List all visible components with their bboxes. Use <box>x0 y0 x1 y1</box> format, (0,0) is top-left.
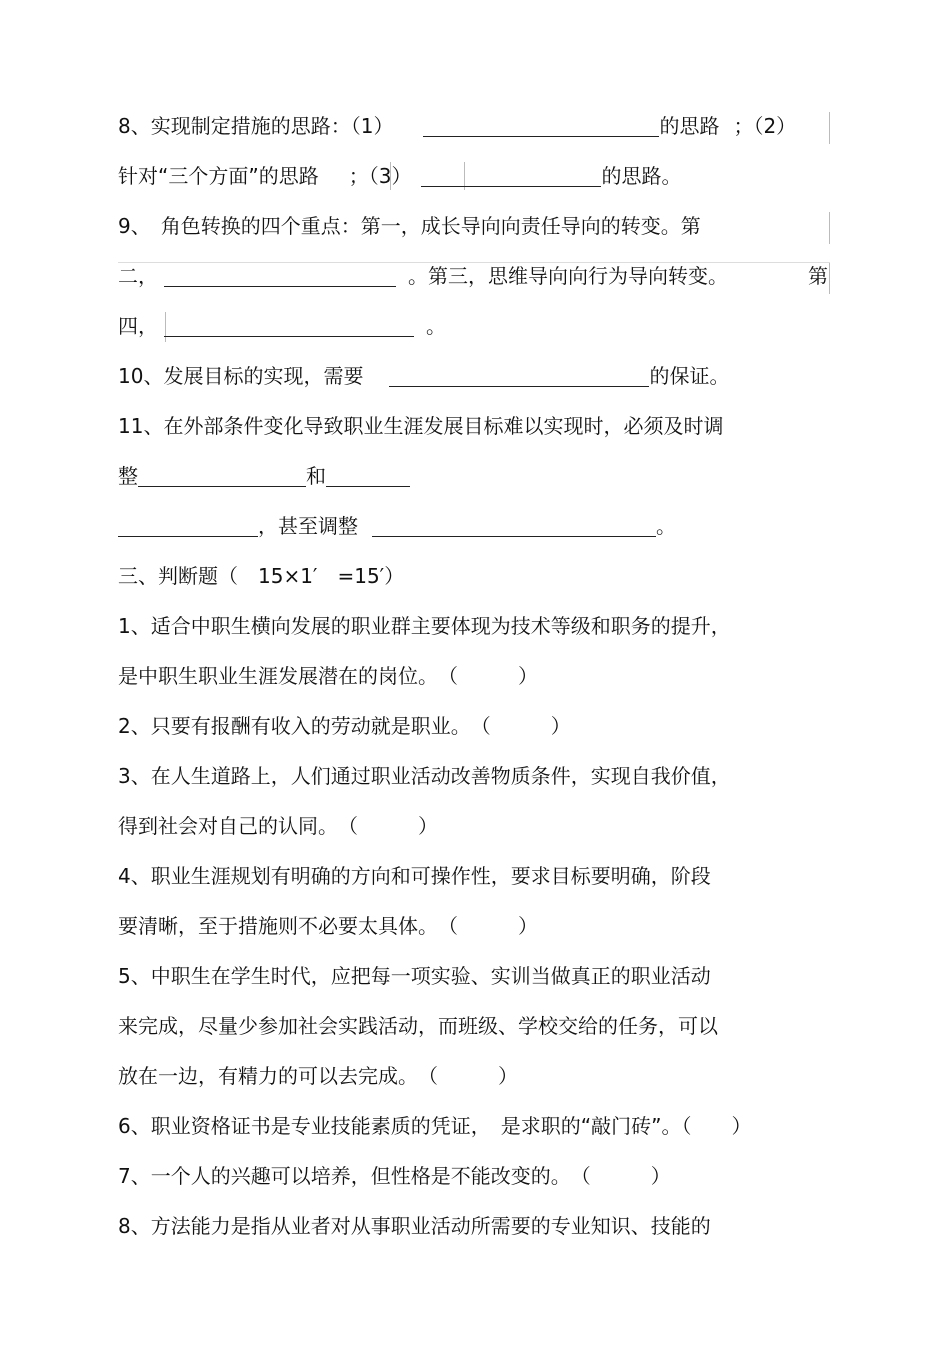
tf-q3-line2: 得到社会对自己的认同。 （ ） <box>118 814 438 838</box>
tf-q6: 6、职业资格证书是专业技能素质的凭证， 是求职的“敲门砖”。（ ） <box>118 1114 752 1138</box>
q8-text-d: 针对“三个方面”的思路 <box>118 164 319 188</box>
q9-line2-end <box>808 263 828 289</box>
q9-line1 <box>118 213 701 239</box>
q11-line3 <box>118 513 676 539</box>
answer-blank[interactable] <box>372 514 656 537</box>
tf-q5-line3: 放在一边，有精力的可以去完成。 （ ） <box>118 1064 518 1088</box>
q8-text-b: 的思路 <box>659 114 720 138</box>
q11-text-b: 整 <box>118 464 138 488</box>
tf-q2: 2、只要有报酬有收入的劳动就是职业。 （ ） <box>118 714 571 738</box>
q8-line2 <box>118 163 681 189</box>
section-heading: 三、判断题（ 15×1′ =15′） <box>118 564 405 588</box>
tf-q4-line2: 要清晰，至于措施则不必要太具体。 （ ） <box>118 914 538 938</box>
q11-line1 <box>118 413 723 439</box>
q9-text-f: 。 <box>426 314 446 338</box>
q9-line3 <box>118 313 446 339</box>
answer-blank[interactable] <box>423 114 659 137</box>
q9-text-d: 第 <box>808 264 828 288</box>
q10-text-b: 的保证。 <box>649 364 730 388</box>
answer-blank[interactable] <box>164 264 396 287</box>
answer-blank[interactable] <box>389 364 649 387</box>
q11-text-a: 11、在外部条件变化导致职业生涯发展目标难以实现时，必须及时调 <box>118 414 724 438</box>
q9-line2 <box>118 263 728 289</box>
tf-q4-line1: 4、职业生涯规划有明确的方向和可操作性，要求目标要明确，阶段 <box>118 864 711 888</box>
q8-text-f: 的思路。 <box>601 164 682 188</box>
answer-blank[interactable] <box>326 464 410 487</box>
q9-text-e: 四， <box>118 314 158 338</box>
q8-text-a: 8、实现制定措施的思路：（1） <box>118 114 394 138</box>
scan-artifact-vline <box>829 212 830 244</box>
tf-q7: 7、一个人的兴趣可以培养，但性格是不能改变的。 （ ） <box>118 1164 671 1188</box>
q8-line1 <box>118 113 796 139</box>
tf-q8: 8、方法能力是指从业者对从事职业活动所需要的专业知识、技能的 <box>118 1214 711 1238</box>
q11-text-c: 和 <box>306 464 326 488</box>
q10-text-a: 10、发展目标的实现，需要 <box>118 364 364 388</box>
scan-artifact-vline <box>829 262 830 294</box>
q11-text-e: 。 <box>656 514 676 538</box>
q8-text-c: ；（2） <box>733 114 797 138</box>
q10-line <box>118 363 729 389</box>
tf-q3-line1: 3、在人生道路上，人们通过职业活动改善物质条件，实现自我价值， <box>118 764 731 788</box>
scan-artifact-vline <box>829 112 830 144</box>
answer-blank[interactable] <box>164 314 414 337</box>
q9-text-b: 二， <box>118 264 158 288</box>
q8-text-e: ；（3） <box>348 164 412 188</box>
tf-q5-line1: 5、中职生在学生时代，应把每一项实验、实训当做真正的职业活动 <box>118 964 711 988</box>
answer-blank[interactable] <box>421 164 601 187</box>
tf-q5-line2: 来完成，尽量少参加社会实践活动，而班级、学校交给的任务，可以 <box>118 1014 718 1038</box>
q9-text-a: 9、 角色转换的四个重点：第一，成长导向向责任导向的转变。第 <box>118 214 701 238</box>
answer-blank[interactable] <box>138 464 306 487</box>
q11-text-d: ，甚至调整 <box>258 514 358 538</box>
tf-q1-line2: 是中职生职业生涯发展潜在的岗位。 （ ） <box>118 664 538 688</box>
tf-q1-line1: 1、适合中职生横向发展的职业群主要体现为技术等级和职务的提升， <box>118 614 731 638</box>
answer-blank[interactable] <box>118 514 258 537</box>
q11-line2 <box>118 463 410 489</box>
q9-text-c: 。第三，思维导向向行为导向转变。 <box>408 264 728 288</box>
